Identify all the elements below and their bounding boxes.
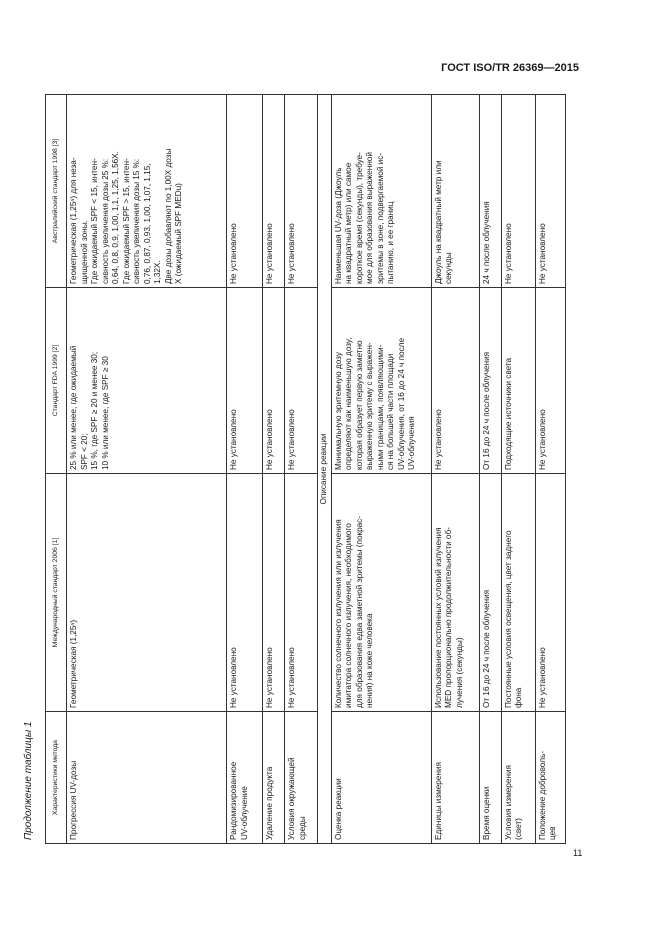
table-cell: Не установлено: [227, 288, 263, 474]
table-cell: Наименьшая UV-доза (Джоуль на квадратный метр) или самое короткое время (секунды), требуе- мое для образования выраженной эритемы в зоне, подвергаемой ис- пытанию, и ее границ: [331, 95, 431, 288]
table-cell: Оценка реакции: [331, 712, 431, 844]
table-row: [501, 95, 535, 844]
column-header: Стандарт FDA 1999 [2]: [46, 288, 67, 474]
table-row: [285, 95, 318, 844]
table-cell: Не установлено: [535, 474, 565, 712]
table-cell: Не установлено: [263, 474, 285, 712]
table-row: [479, 95, 501, 844]
table-cell: Не установлено: [501, 95, 535, 288]
rotated-table-area: [23, 95, 569, 844]
table-cell: 25 % или менее, где ожидаемый SPF < 20; 15 %, где SPF ≥ 20 и менее 30; 10 % или менее, где SPF ≥ 30: [67, 288, 227, 474]
table-cell: Не установлено: [285, 95, 318, 288]
table-cell: Подходящие источники света: [501, 288, 535, 474]
table-row: [331, 95, 431, 844]
table-row: [263, 95, 285, 844]
table-header-row: [46, 95, 67, 844]
table-cell: Геометрическая (1,25ⁿ) для неза- щищенной зоны. Где ожидаемый SPF < 15, интен- сивность увеличения дозы 25 %: 0,64, 0,8, 0,9, 1,00, 1,1, 1,25, 1,56X. Где ожидаемый SPF > 15, интен- сивность увеличения дозы 15 %: 0,76, 0,87, 0,93, 1,00, 1,07, 1,15, 1,32X. Две дозы добавляют по 1,00X дозы X (ожидаемый SPF MEDu): [67, 95, 227, 288]
table-continuation-label: Продолжение таблицы 1: [23, 721, 34, 840]
table-cell: Не установлено: [263, 288, 285, 474]
section-row: [318, 95, 332, 844]
table-cell: Не установлено: [285, 474, 318, 712]
table-cell: От 16 до 24 ч после облучения: [479, 474, 501, 712]
section-title: Описание реакции: [318, 95, 332, 844]
table-row: [227, 95, 263, 844]
table-row: [431, 95, 479, 844]
table-cell: Удаление продукта: [263, 712, 285, 844]
comparison-table: [45, 94, 566, 844]
table-cell: Условия измерения (свет): [501, 712, 535, 844]
table-cell: Положение доброволь- цев: [535, 712, 565, 844]
column-header: Австралийский стандарт 1998 [3]: [46, 95, 67, 288]
table-cell: Джоуль на квадратный метр или секунды: [431, 95, 479, 288]
table-cell: Постоянные условия освещения, цвет заднего фона: [501, 474, 535, 712]
column-header: Международный стандарт 2006 [1]: [46, 474, 67, 712]
page-number: 11: [573, 848, 583, 858]
table-cell: От 16 до 24 ч после облучения: [479, 288, 501, 474]
table-cell: Минимальную эритемную дозу определяют как наименьшую дозу, которая образует первую заметно выраженную эритему с выражен- ными границами, появляющими- ся на большей части площади UV-облучения, от 16 до 24 ч после UV-облучения: [331, 288, 431, 474]
column-header: Характеристики метода: [46, 712, 67, 844]
table-cell: Не установлено: [285, 288, 318, 474]
table-cell: Использование постоянных условий излучения MED пропорционально продолжительности об- лучения (секунды): [431, 474, 479, 712]
document-code: ГОСТ ISO/TR 26369—2015: [441, 62, 579, 74]
table-cell: Не установлено: [535, 95, 565, 288]
table-cell: Единицы измерения: [431, 712, 479, 844]
table-cell: Не установлено: [227, 95, 263, 288]
table-cell: Не установлено: [431, 288, 479, 474]
table-cell: Не установлено: [535, 288, 565, 474]
table-cell: Не установлено: [263, 95, 285, 288]
table-cell: Условия окружающей среды: [285, 712, 318, 844]
table-cell: Не установлено: [227, 474, 263, 712]
table-cell: 24 ч после облучения: [479, 95, 501, 288]
table-cell: Время оценки: [479, 712, 501, 844]
table-row: [535, 95, 565, 844]
table-row: [67, 95, 227, 844]
table-cell: Количество солнечного излучения или излучения имитатора солнечного излучения, необходимого для образования едва заметной эритемы (покрас- нения) на коже человека: [331, 474, 431, 712]
table-cell: Прогрессия UV-дозы: [67, 712, 227, 844]
table-cell: Рандомизированное UV-облучение: [227, 712, 263, 844]
table-cell: Геометрическая (1,25ⁿ): [67, 474, 227, 712]
